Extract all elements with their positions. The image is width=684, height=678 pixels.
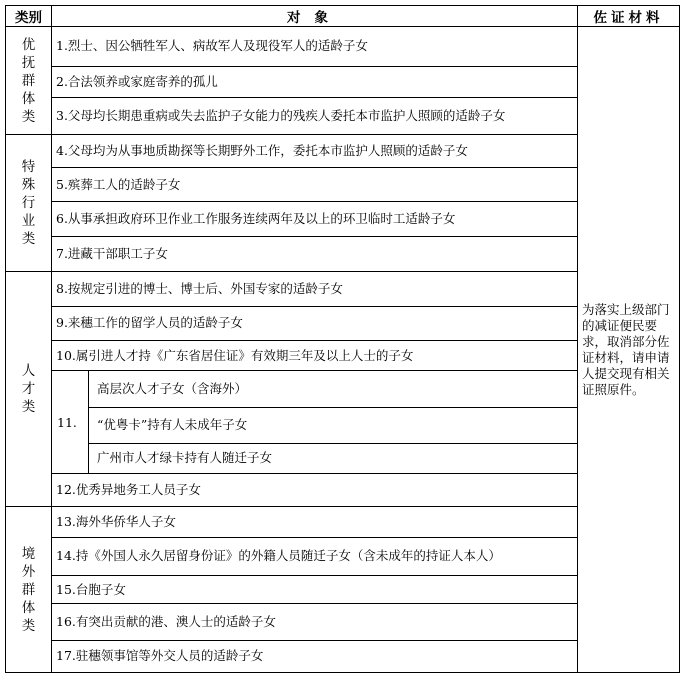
item-3: 3.父母均长期患重病或失去监护子女能力的残疾人委托本市监护人照顾的适龄子女 (52, 97, 578, 134)
item-15: 15.台胞子女 (52, 576, 578, 604)
item-5: 5.殡葬工人的适龄子女 (52, 168, 578, 201)
item-17: 17.驻穗领事馆等外交人员的适龄子女 (52, 640, 578, 672)
item-8: 8.按规定引进的博士、博士后、外国专家的适龄子女 (52, 272, 578, 306)
category-overseas: 境 外 群 体 类 (6, 507, 52, 673)
eligibility-table (5, 5, 680, 673)
header-object: 对象 (52, 6, 578, 27)
category-talent: 人 才 类 (6, 272, 52, 507)
header-row (6, 6, 680, 27)
item-7: 7.进藏干部职工子女 (52, 237, 578, 272)
item-11-label: 11. (52, 371, 89, 474)
item-10: 10.属引进人才持《广东省居住证》有效期三年及以上人士的子女 (52, 340, 578, 370)
item-9: 9.来穗工作的留学人员的适龄子女 (52, 306, 578, 340)
item-13: 13.海外华侨华人子女 (52, 507, 578, 537)
item-1: 1.烈士、因公牺牲军人、病故军人及现役军人的适龄子女 (52, 27, 578, 66)
item-11-sub-1: 高层次人才子女（含海外） (89, 371, 578, 407)
table-row (6, 27, 680, 66)
item-11-sub-2: “优粤卡”持有人未成年子女 (89, 407, 578, 443)
item-12: 12.优秀异地务工人员子女 (52, 474, 578, 507)
header-category: 类别 (6, 6, 52, 27)
header-materials: 佐证材料 (578, 6, 680, 27)
item-4: 4.父母均为从事地质勘探等长期野外工作，委托本市监护人照顾的适龄子女 (52, 135, 578, 168)
item-14: 14.持《外国人永久居留身份证》的外籍人员随迁子女（含未成年的持证人本人） (52, 537, 578, 575)
category-special-industry: 特 殊 行 业 类 (6, 135, 52, 272)
item-6: 6.从事承担政府环卫作业工作服务连续两年及以上的环卫临时工适龄子女 (52, 201, 578, 236)
materials-note: 为落实上级部门的减证便民要求，取消部分佐证材料，请申请人提交现有相关证照原件。 (578, 27, 680, 673)
item-11-sub-3: 广州市人才绿卡持有人随迁子女 (89, 443, 578, 473)
item-16: 16.有突出贡献的港、澳人士的适龄子女 (52, 604, 578, 640)
item-2: 2.合法领养或家庭寄养的孤儿 (52, 66, 578, 97)
category-youfu: 优 抚 群 体 类 (6, 27, 52, 135)
